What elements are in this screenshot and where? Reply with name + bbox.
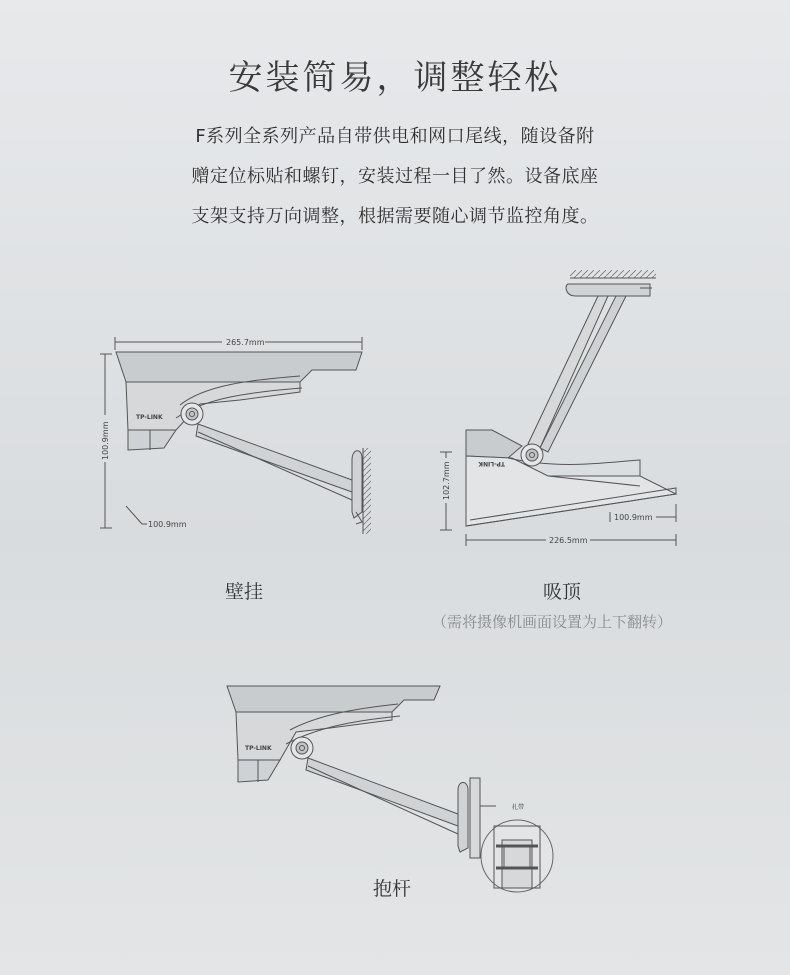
wall-depth-label: 100.9mm [148,520,187,529]
ceiling-height-label: 102.7mm [442,461,451,500]
ceiling-height-dimension [440,452,452,530]
description-line-2: 赠定位标贴和螺钉，安装过程一目了然。设备底座 [191,166,599,187]
wall-height-label: 100.9mm [101,421,110,460]
ceiling-mount-note: （需将摄像机画面设置为上下翻转） [432,613,673,631]
ceiling-brand-logo: TP-LINK [478,460,505,467]
ceiling-width-label: 226.5mm [549,536,588,545]
ceiling-width-dimension [466,534,676,546]
description-line-1: F系列全系列产品自带供电和网口尾线，随设备附 [195,126,595,147]
wall-mount-label: 壁挂 [224,581,263,603]
pole-mount-label: 抱杆 [372,878,411,900]
wall-arm [196,424,362,524]
wall-camera [116,352,362,450]
wall-width-dimension [115,337,362,350]
ceiling-mount-diagram [440,270,676,546]
description-line-3: 支架支持万向调整，根据需要随心调节监控角度。 [191,206,599,227]
ceiling-depth-dimension [610,504,676,522]
strap-label: 扎带 [512,804,525,811]
wall-brand-logo: TP-LINK [136,414,163,421]
pole-brand-logo: TP-LINK [245,745,272,752]
wall-height-dimension [100,354,112,528]
wall-width-label: 265.7mm [226,338,265,347]
ceiling-depth-label: 100.9mm [614,513,653,522]
pole-mount-diagram [227,686,553,892]
pole-detail-magnifier [481,820,553,892]
wall-depth-dimension [126,506,187,529]
ceiling-camera [466,430,676,526]
wall-mount-diagram [100,337,371,534]
ceiling-mount-label: 吸顶 [542,581,581,603]
page-title: 安装简易，调整轻松 [228,58,562,98]
